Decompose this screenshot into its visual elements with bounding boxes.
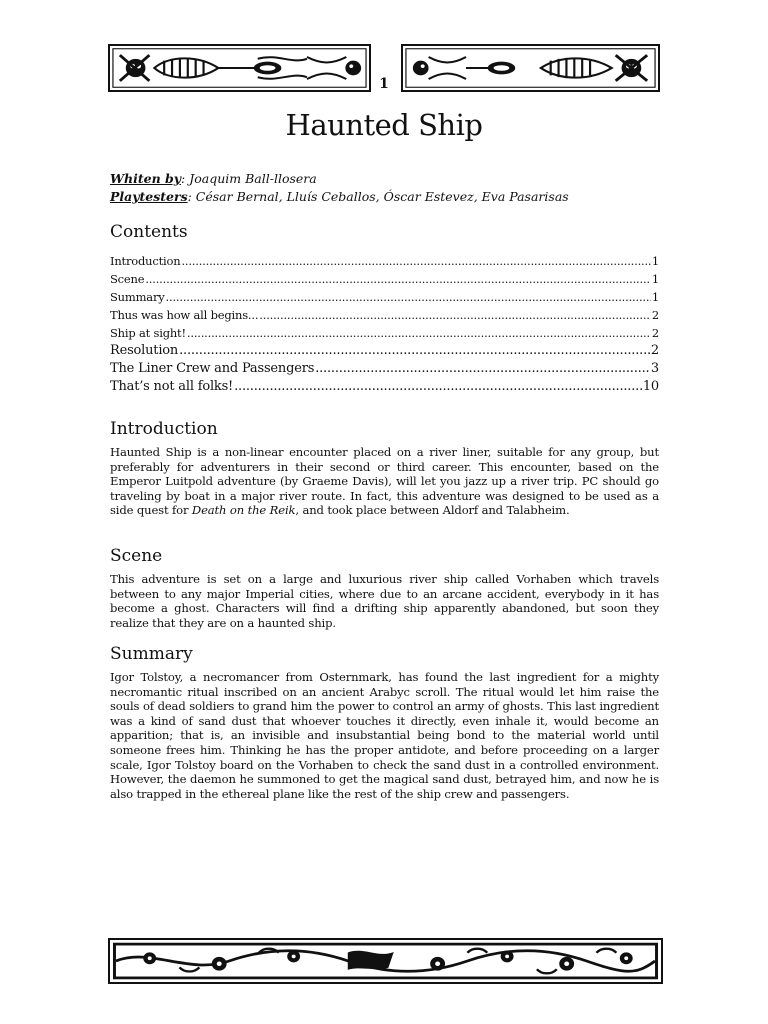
toc-entry-label: Summary	[110, 290, 165, 304]
toc-entry[interactable]	[110, 288, 659, 306]
introduction-text-part: , and took place between Aldorf and Talabheim.	[295, 503, 570, 518]
toc-entry[interactable]	[110, 252, 659, 270]
toc-entry-label: The Liner Crew and Passengers	[110, 361, 315, 376]
floral-frieze-icon	[110, 940, 661, 982]
toc-entry[interactable]	[110, 270, 659, 288]
scene-heading: Scene	[110, 546, 163, 566]
toc-entry-page: 3	[650, 361, 659, 376]
toc-entry[interactable]	[110, 324, 659, 342]
scene-section	[110, 545, 659, 630]
author-line	[110, 170, 670, 188]
toc-entry-label: Ship at sight!	[110, 326, 186, 340]
toc-entry[interactable]	[110, 306, 659, 324]
toc-entry[interactable]	[110, 378, 659, 396]
toc-entry-page: 2	[650, 343, 659, 358]
toc-leader	[187, 324, 651, 342]
toc-entry-page: 1	[651, 254, 659, 268]
book-title-italic: Death on the Reik	[191, 503, 296, 518]
footer-banner	[108, 938, 663, 984]
toc-entry[interactable]	[110, 342, 659, 360]
toc-entry-page: 1	[651, 272, 659, 286]
toc-entry-label: Thus was how all begins...	[110, 308, 259, 322]
toc-entry-page: 2	[651, 326, 659, 340]
toc-entry-label: That’s not all folks!	[110, 379, 234, 394]
toc-leader	[179, 342, 650, 360]
toc-leader	[315, 360, 650, 378]
summary-heading: Summary	[110, 644, 193, 664]
header-banner-left	[108, 44, 371, 92]
toc-leader	[181, 252, 650, 270]
skeleton-frieze-icon	[403, 46, 658, 90]
scene-text: This adventure is set on a large and luxurious river ship called Vorhaben which travels between to any major Imperial cities, where due to an arcane accident, everybody in it has become a ghost. Characters will find a drifting ship apparently abandoned, but soon they realize that they are on a haunted ship.	[110, 572, 659, 630]
toc-entry-label: Resolution	[110, 343, 179, 358]
toc-entry-page: 2	[651, 308, 659, 322]
introduction-text	[110, 445, 659, 518]
introduction-section	[110, 418, 659, 518]
summary-section	[110, 643, 659, 801]
contents-heading: Contents	[110, 222, 188, 242]
toc-entry[interactable]	[110, 360, 659, 378]
playtesters-line	[110, 188, 670, 206]
summary-text: Igor Tolstoy, a necromancer from Osternmark, has found the last ingredient for a mighty necromantic ritual inscribed on an ancient Arabyc scroll. The ritual would let him raise the souls of dead soldiers to grand him the power to control an army of ghosts. This last ingredient was a kind of sand dust that whoever touches it directly, even inhale it, would become an apparition; that is, an invisible and insubstantial being bond to the material world until someone frees him. Thinking he has the proper antidote, and before proceeding on a larger scale, Igor Tolstoy board on the Vorhaben to check the sand dust in a controlled environment. However, the daemon he summoned to get the magical sand dust, betrayed him, and now he is also trapped in the ethereal plane like the rest of the ship crew and passengers.	[110, 670, 659, 801]
introduction-text-part: Haunted Ship is a non-linear encounter placed on a river liner, suitable for any group, but preferably for adventurers in their second or third career. This encounter, based on the Emperor Luitpold adventure (by Graeme Davis), will let you jazz up a river trip. PC should go traveling by boat in a major river route. In fact, this adventure was designed to be used as a side quest for	[110, 445, 659, 518]
playtesters-label: Playtesters	[110, 189, 188, 204]
toc-entry-label: Scene	[110, 272, 145, 286]
credits	[110, 170, 670, 206]
author-value: : Joaquim Ball-llosera	[181, 171, 317, 186]
table-of-contents	[110, 252, 659, 396]
playtesters-value: : César Bernal, Lluís Ceballos, Óscar Estevez, Eva Pasarisas	[187, 189, 569, 204]
toc-leader	[166, 288, 651, 306]
toc-entry-page: 1	[651, 290, 659, 304]
skeleton-frieze-icon	[110, 46, 369, 90]
toc-leader	[259, 306, 651, 324]
introduction-heading: Introduction	[110, 419, 218, 439]
toc-entry-label: Introduction	[110, 254, 181, 268]
document-title: Haunted Ship	[285, 108, 483, 142]
page-number: 1	[379, 76, 389, 92]
toc-entry-page: 10	[642, 379, 659, 394]
header-banner-right	[401, 44, 660, 92]
toc-leader	[234, 378, 642, 396]
author-label: Whiten by	[110, 171, 182, 186]
toc-leader	[145, 270, 651, 288]
